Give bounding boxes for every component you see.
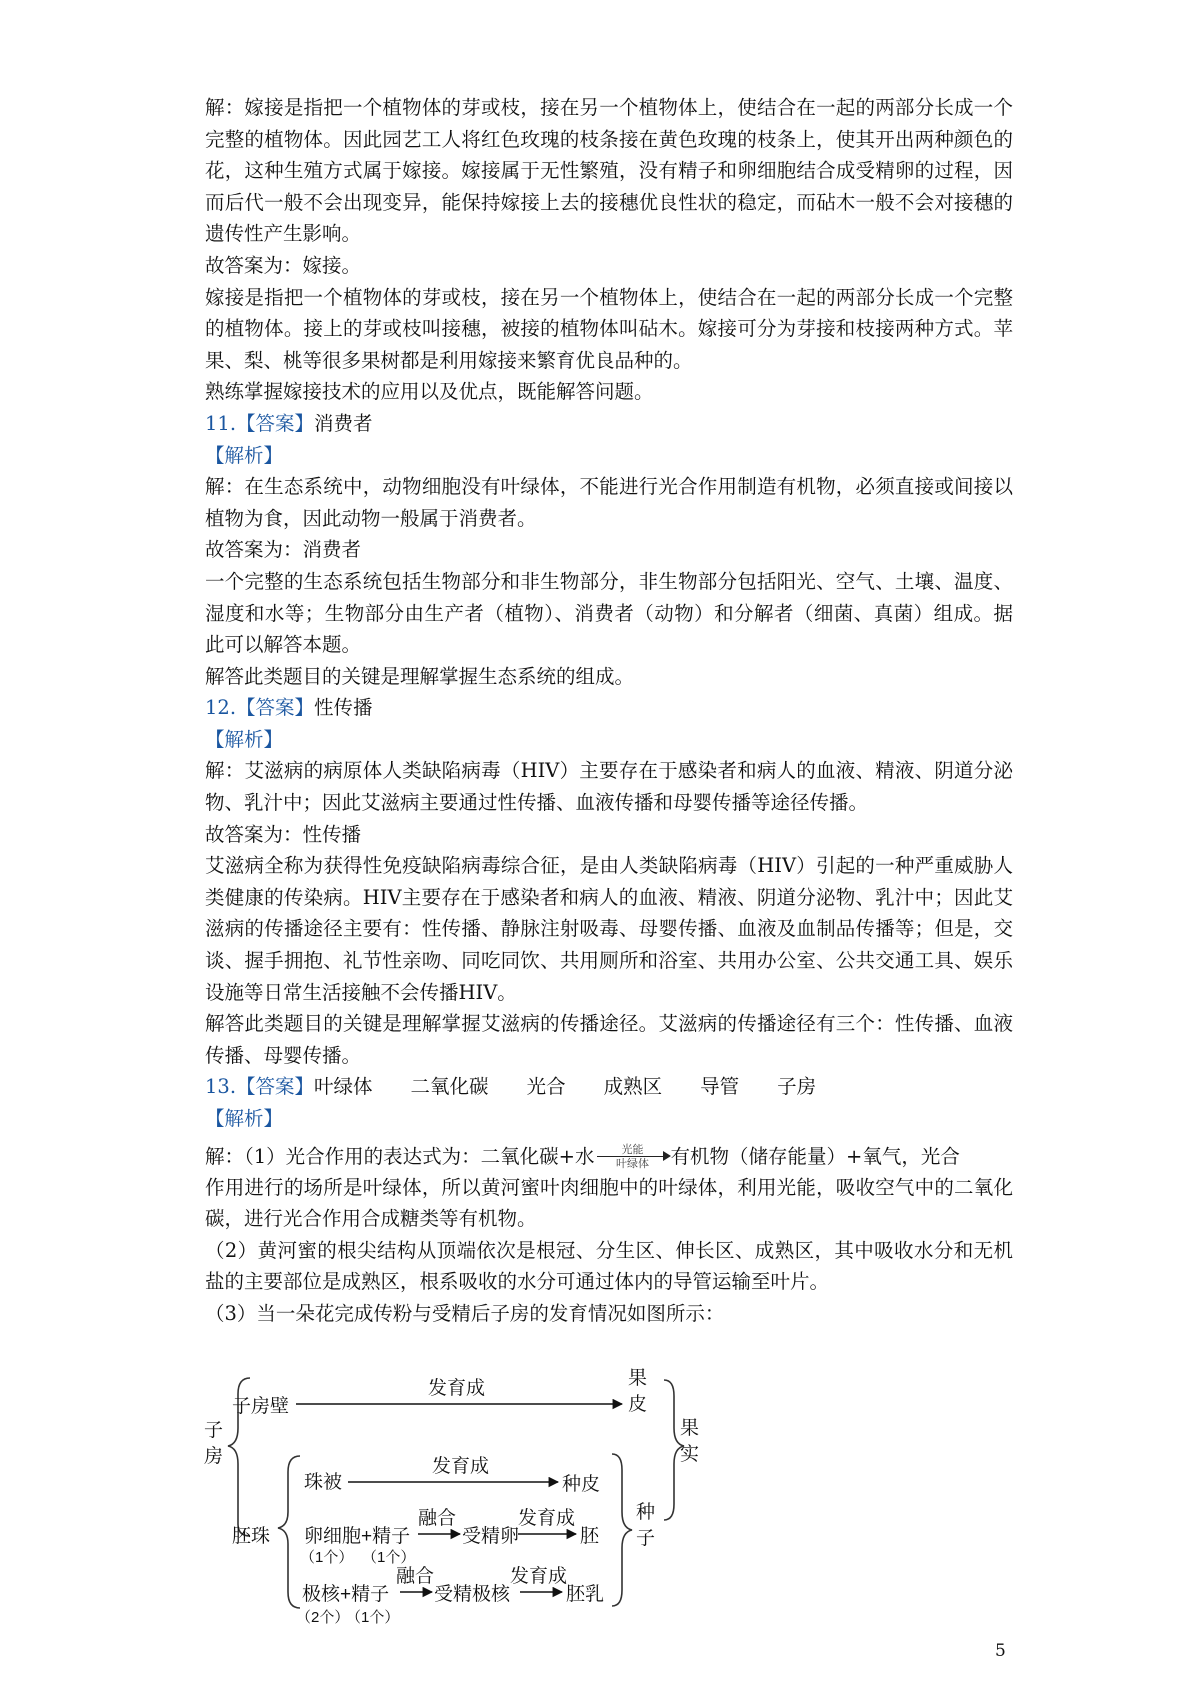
equation-suffix: 有机物（储存能量）+氧气，光合 — [670, 1144, 960, 1168]
reaction-arrow — [597, 1143, 669, 1170]
paragraph: （3）当一朵花完成传粉与受精后子房的发育情况如图所示： — [205, 1301, 725, 1325]
question-11-answer — [205, 408, 1013, 440]
label-integument: 珠被 — [304, 1472, 343, 1493]
answer-text: 二氧化碳 — [410, 1075, 489, 1099]
answer-text: 消费者 — [314, 411, 373, 435]
analysis-tag: 【解析】 — [205, 1107, 284, 1130]
condition-top: 光能 — [621, 1142, 644, 1156]
label-polar-plus-sperm: 极核+精子 — [302, 1584, 390, 1605]
document-body — [205, 92, 1013, 1330]
label-ovule: 胚珠 — [232, 1526, 271, 1547]
paragraph: 艾滋病全称为获得性免疫缺陷病毒综合征，是由人类缺陷病毒（HIV）引起的一种严重威胁人类健康的传染病。HIV主要存在于感染者和病人的血液、精液、阴道分泌物、乳汁中；因此艾滋病的传播途径主要有：性传播、静脉注射吸毒、母婴传播、血液及血制品传播等；但是，交谈、握手拥抱、礼节性亲吻、同吃同饮、共用厕所和浴室、共用办公室、公共交通工具、娱乐设施等日常生活接触不会传播HIV。 — [205, 854, 1013, 1004]
label-ovary: 子房 — [204, 1420, 224, 1467]
paragraph: 解答此类题目的关键是理解掌握艾滋病的传播途径。艾滋病的传播途径有三个：性传播、血液传播、母婴传播。 — [205, 1012, 1013, 1067]
paragraph: 解：嫁接是指把一个植物体的芽或枝，接在另一个植物体上，使结合在一起的两部分长成一个完整的植物体。因此园艺工人将红色玫瑰的枝条接在黄色玫瑰的枝条上，使其开出两种颜色的花，这种生殖方式属于嫁接。嫁接属于无性繁殖，没有精子和卵细胞结合成受精卵的过程，因而后代一般不会出现变异，能保持嫁接上去的接穗优良性状的稳定，而砧木一般不会对接穗的遗传性产生影响。 — [205, 96, 1013, 246]
arrow-icon — [597, 1156, 669, 1157]
brace-seed — [612, 1454, 632, 1606]
answer-text: 叶绿体 — [314, 1075, 373, 1099]
question-number: 12. — [205, 696, 237, 720]
label-embryo: 胚 — [580, 1526, 600, 1547]
label-develops-into: 发育成 — [518, 1508, 576, 1529]
analysis-tag: 【解析】 — [205, 443, 284, 467]
answer-tag: 【答案】 — [236, 1075, 315, 1099]
paragraph: 嫁接是指把一个植物体的芽或枝，接在另一个植物体上，使结合在一起的两部分长成一个完整的植物体。接上的芽或枝叫接穗，被接的植物体叫砧木。嫁接可分为芽接和枝接两种方式。苹果、梨、桃等很多果树都是利用嫁接来繁育优良品种的。 — [205, 285, 1013, 372]
answer-text: 性传播 — [314, 696, 373, 720]
question-number: 11. — [205, 411, 237, 435]
paragraph: （2）黄河蜜的根尖结构从顶端依次是根冠、分生区、伸长区、成熟区，其中吸收水分和无机盐的主要部位是成熟区，根系吸收的水分可通过体内的导管运输至叶片。 — [205, 1238, 1013, 1294]
question-13-answer — [205, 1071, 1013, 1103]
paragraph: 一个完整的生态系统包括生物部分和非生物部分，非生物部分包括阳光、空气、土壤、温度、湿度和水等；生物部分由生产者（植物）、消费者（动物）和分解者（细菌、真菌）组成。据此可以解答本题。 — [205, 569, 1013, 657]
paragraph: 故答案为：嫁接。 — [205, 253, 362, 277]
count-polar: （2个） — [296, 1609, 350, 1626]
answer-text: 子房 — [777, 1075, 817, 1099]
answer-text: 成熟区 — [603, 1075, 663, 1099]
answer-tag: 【答案】 — [236, 696, 315, 720]
label-develops-into: 发育成 — [428, 1378, 486, 1399]
label-fuse: 融合 — [396, 1566, 435, 1587]
paragraph: 作用进行的场所是叶绿体，所以黄河蜜叶肉细胞中的叶绿体，利用光能，吸收空气中的二氧化碳，进行光合作用合成糖类等有机物。 — [205, 1175, 1013, 1231]
paragraph: 熟练掌握嫁接技术的应用以及优点，既能解答问题。 — [205, 380, 654, 404]
label-seed: 种子 — [636, 1502, 656, 1549]
paragraph: 故答案为：消费者 — [205, 538, 362, 562]
answer-tag: 【答案】 — [236, 411, 315, 435]
photosynthesis-equation — [205, 1141, 1013, 1172]
label-develops-into: 发育成 — [432, 1456, 490, 1477]
paragraph: 故答案为：性传播 — [205, 822, 362, 846]
question-12-answer — [205, 692, 1013, 724]
brace-ovule — [278, 1456, 300, 1608]
label-egg-plus-sperm: 卵细胞+精子 — [304, 1526, 411, 1547]
label-fruit-peel: 果皮 — [628, 1368, 648, 1415]
answer-text: 导管 — [700, 1075, 740, 1099]
label-seed-coat: 种皮 — [562, 1474, 601, 1495]
count-sperm: （1个） — [362, 1549, 416, 1566]
count-egg: （1个） — [300, 1549, 354, 1566]
page-number: 5 — [995, 1641, 1006, 1661]
analysis-tag: 【解析】 — [205, 727, 284, 751]
label-fertilized-polar: 受精极核 — [434, 1584, 511, 1605]
paragraph: 解：艾滋病的病原体人类缺陷病毒（HIV）主要存在于感染者和病人的血液、精液、阴道分泌物、乳汁中；因此艾滋病主要通过性传播、血液传播和母婴传播等途径传播。 — [205, 759, 1013, 815]
label-fuse: 融合 — [418, 1508, 457, 1529]
label-fruit: 果实 — [680, 1418, 700, 1465]
label-endosperm: 胚乳 — [566, 1584, 605, 1605]
paragraph: 解答此类题目的关键是理解掌握生态系统的组成。 — [205, 664, 635, 688]
condition-bottom: 叶绿体 — [616, 1156, 649, 1170]
ovary-development-diagram — [200, 1364, 760, 1634]
label-zygote: 受精卵 — [462, 1526, 520, 1547]
count-sperm: （1个） — [346, 1609, 400, 1626]
label-ovary-wall: 子房壁 — [232, 1396, 290, 1417]
label-develops-into: 发育成 — [510, 1566, 568, 1587]
paragraph: 解：在生态系统中，动物细胞没有叶绿体，不能进行光合作用制造有机物，必须直接或间接以植物为食，因此动物一般属于消费者。 — [205, 475, 1013, 530]
equation-prefix: 解：（1）光合作用的表达式为：二氧化碳+水 — [205, 1144, 595, 1168]
answer-text: 光合 — [526, 1075, 566, 1099]
question-number: 13. — [205, 1075, 237, 1099]
